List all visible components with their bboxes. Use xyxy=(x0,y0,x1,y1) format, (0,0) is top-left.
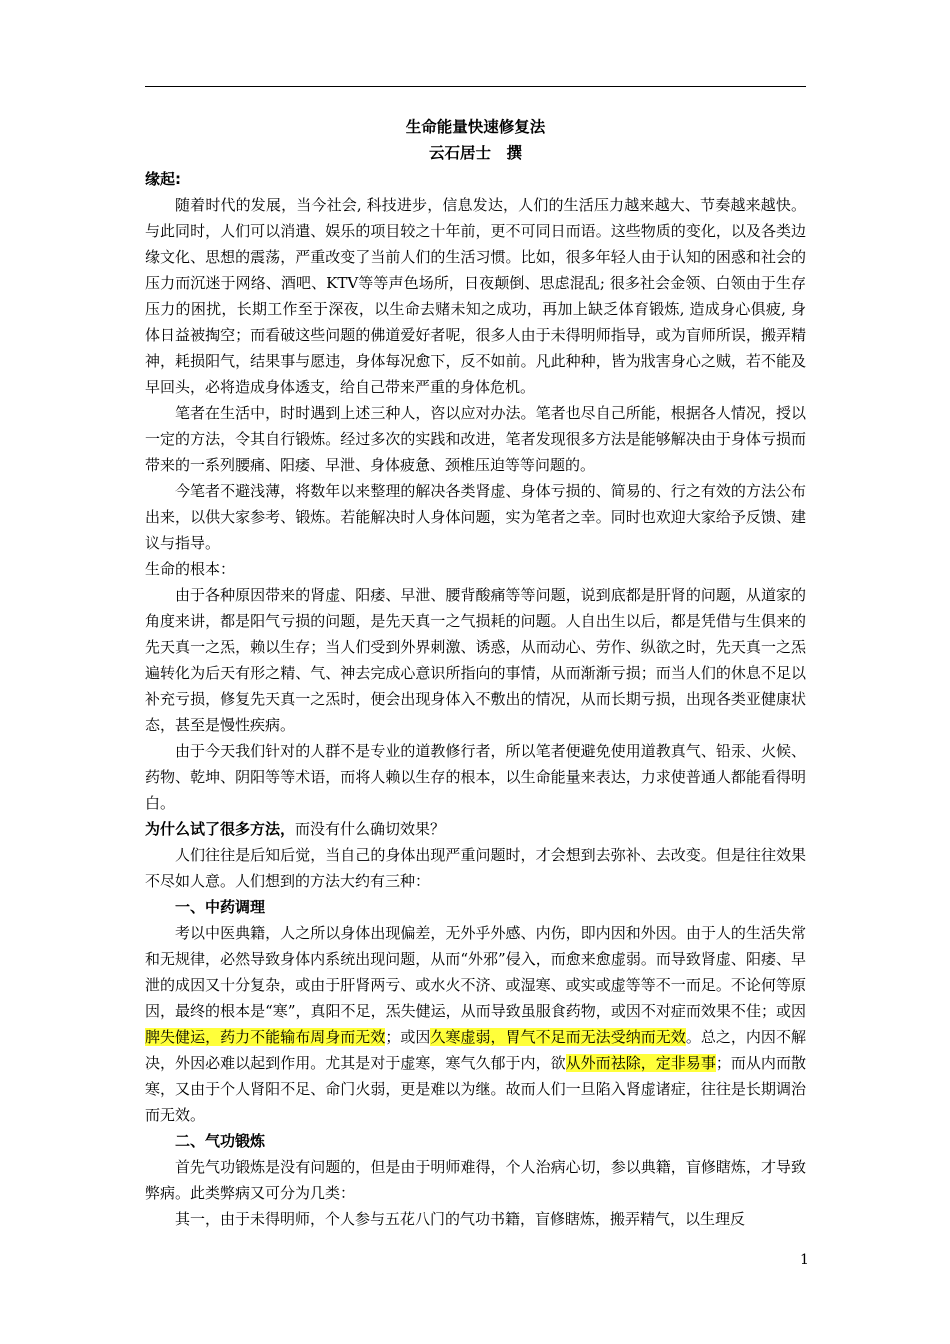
paragraph-7-part-c: 。总之，内因不解决，外因必难以起到作用。尤其是对于虚寒，寒气久郁于内，欲 xyxy=(145,1028,806,1072)
section-heading-why-bold: 为什么试了很多方法， xyxy=(145,820,296,838)
highlight-3: 从外而祛除，定非易事 xyxy=(565,1054,716,1072)
document-title: 生命能量快速修复法 xyxy=(405,118,546,136)
paragraph-4: 由于各种原因带来的肾虚、阳痿、早泄、腰背酸痛等等问题，说到底都是肝肾的问题，从道家的角度来讲，都是阳气亏损的问题，是先天真一之气损耗的问题。人自出生以后，都是凭借与生俱来的先天真一之炁，赖以生存；当人们受到外界刺激、诱惑，从而动心、劳作、纵欲之时，先天真一之炁遍转化为后天有形之精、气、神去完成心意识所指向的事情，从而渐渐亏损；而当人们的休息不足以补充亏损，修复先天真一之炁时，便会出现身体入不敷出的情况，从而长期亏损，出现各类亚健康状态，甚至是慢性疾病。 xyxy=(145,586,806,734)
section-heading-why xyxy=(145,816,806,842)
subheading-herbal: 一、中药调理 xyxy=(175,898,266,916)
section-heading-root: 生命的根本： xyxy=(145,560,236,578)
header-rule xyxy=(145,86,806,87)
highlight-2: 久寒虚弱，胃气不足而无法受纳而无效 xyxy=(430,1028,686,1046)
paragraph-7-part-b: ；或因 xyxy=(385,1028,431,1046)
section-heading-why-rest: 而没有什么确切效果？ xyxy=(295,820,446,838)
paragraph-8: 首先气功锻炼是没有问题的，但是由于明师难得，个人治病心切，参以典籍，盲修瞎炼，才导致弊病。此类弊病又可分为几类： xyxy=(145,1158,806,1202)
paragraph-6: 人们往往是后知后觉，当自己的身体出现严重问题时，才会想到去弥补、去改变。但是往往效果不尽如人意。人们想到的方法大约有三种： xyxy=(145,846,806,890)
highlight-1: 脾失健运，药力不能输布周身而无效 xyxy=(145,1028,386,1046)
paragraph-5: 由于今天我们针对的人群不是专业的道教修行者，所以笔者便避免使用道教真气、铅汞、火候、药物、乾坤、阴阳等等术语，而将人赖以生存的根本，以生命能量来表达，力求使普通人都能看得明白。 xyxy=(145,742,806,812)
page-number: 1 xyxy=(800,1252,809,1268)
paragraph-7-part-d: ；而从内而散寒，又由于个人肾阳不足、命门火弱，更是难以为继。故而人们一旦陷入肾虚诸症，往往是长期调治而无效。 xyxy=(145,1054,806,1124)
paragraph-7-part-a: 考以中医典籍，人之所以身体出现偏差，无外乎外感、内伤，即内因和外因。由于人的生活失常和无规律，必然导致身体内系统出现问题，从而“外邪”侵入，而愈来愈虚弱。而导致肾虚、阳痿、早泄的成因又十分复杂，或由于肝肾两亏、或水火不济、或湿寒、或实或虚等等不一而足。不论何等原因，最终的根本是“寒”，真阳不足，炁失健运，从而导致虽服食药物，或因不对症而效果不佳；或因 xyxy=(145,924,806,1020)
paragraph-7 xyxy=(145,920,806,1128)
paragraph-1: 随着时代的发展，当今社会, 科技进步，信息发达，人们的生活压力越来越大、节奏越来越快。与此同时，人们可以消遣、娱乐的项目较之十年前，更不可同日而语。这些物质的变化，以及各类边缘文化、思想的震荡，严重改变了当前人们的生活习惯。比如，很多年轻人由于认知的困惑和社会的压力而沉迷于网络、酒吧、KTV等等声色场所，日夜颠倒、思虑混乱; 很多社会金领、白领由于生存压力的困扰，长期工作至于深夜，以生命去赌未知之成功，再加上缺乏体育锻炼, 造成身心俱疲, 身体日益被掏空；而看破这些问题的佛道爱好者呢，很多人由于未得明师指导，或为盲师所误，搬弄精神，耗损阳气，结果事与愿违，身体每况愈下，反不如前。凡此种种，皆为戕害身心之贼，若不能及早回头，必将造成身体透支，给自己带来严重的身体危机。 xyxy=(145,196,806,396)
document-author: 云石居士 撰 xyxy=(428,144,522,162)
paragraph-9: 其一，由于未得明师，个人参与五花八门的气功书籍，盲修瞎炼，搬弄精气，以生理反 xyxy=(175,1210,746,1228)
document-body xyxy=(145,114,806,1232)
subheading-qigong: 二、气功锻炼 xyxy=(175,1132,266,1150)
section-heading-origin: 缘起: xyxy=(145,170,181,188)
paragraph-3: 今笔者不避浅薄，将数年以来整理的解决各类肾虚、身体亏损的、简易的、行之有效的方法公布出来，以供大家参考、锻炼。若能解决时人身体问题，实为笔者之幸。同时也欢迎大家给予反馈、建议与指导。 xyxy=(145,482,806,552)
paragraph-2: 笔者在生活中，时时遇到上述三种人，咨以应对办法。笔者也尽自己所能，根据各人情况，授以一定的方法，令其自行锻炼。经过多次的实践和改进，笔者发现很多方法是能够解决由于身体亏损而带来的一系列腰痛、阳痿、早泄、身体疲惫、颈椎压迫等等问题的。 xyxy=(145,404,806,474)
